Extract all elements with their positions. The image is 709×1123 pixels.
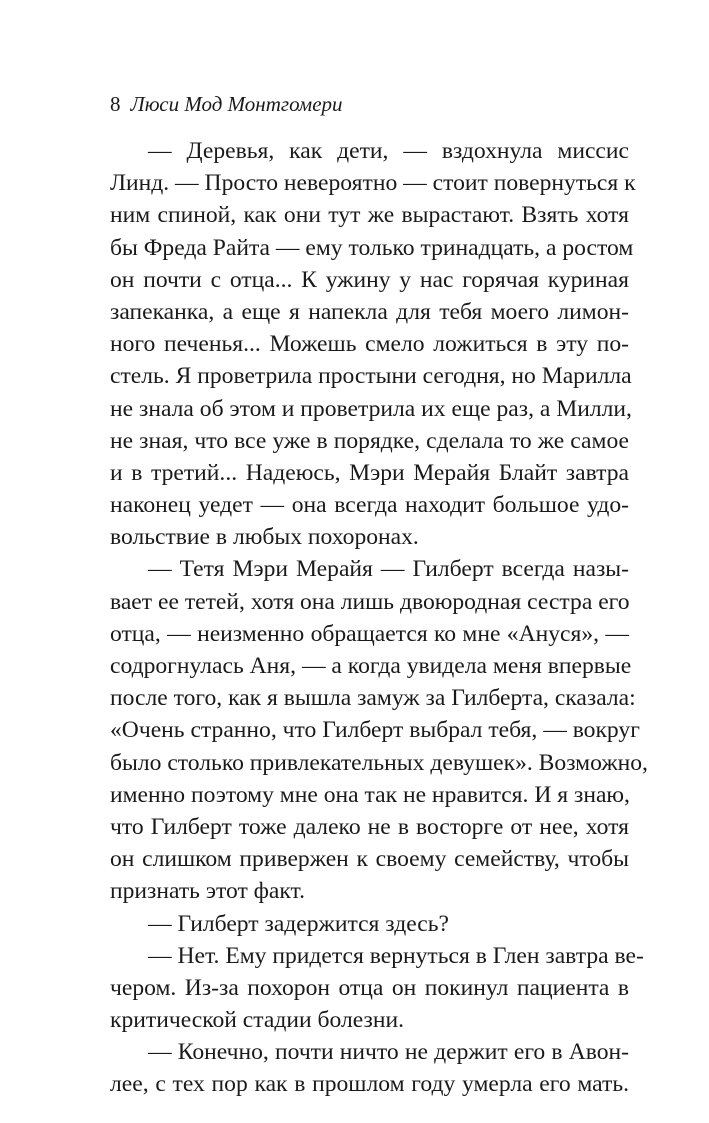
text-line: — Тетя Мэри Мерайя — Гилберт всегда назы- [148,556,629,583]
text-line: — Нет. Ему придется вернуться в Глен завтра ве- [148,942,644,969]
paragraph [110,1036,629,1100]
text-line: и в третий... Надеюсь, Мэри Мерайя Блайт завтра [110,459,629,486]
text-line: вает ее тетей, хотя она лишь двоюродная сестра его [110,588,630,615]
text-line: содрогнулась Аня, — а когда увидела меня впервые [110,653,632,679]
paragraph [110,135,636,553]
text-line: было столько привлекательных девушек». Возможно, [110,749,648,776]
text-line: чером. Из-за похорон отца он покинул пациента в [110,974,629,1001]
text-line: вольствие в любых похоронах. [110,524,419,551]
text-line: не знала об этом и проветрила их еще раз, а Милли, [110,395,632,422]
text-line: он слишком привержен к своему семейству, чтобы [110,846,629,873]
text-line: не зная, что все уже в порядке, сделала то же самое [110,427,629,454]
text-line: «Очень странно, что Гилберт выбрал тебя, — вокруг [110,717,640,744]
text-line: именно поэтому мне она так не нравится. И я знаю, [110,781,630,808]
text-line: бы Фреда Райта — ему только тринадцать, а ростом [110,234,634,261]
text-line: ного печенья... Можешь смело ложиться в эту по- [110,331,629,358]
paragraph [110,940,644,1037]
text-line: ним спиной, как они тут же вырастают. Взять хотя [110,202,629,229]
running-header-author: Люси Мод Монтгомери [130,92,343,116]
text-line: отца, — неизменно обращается ко мне «Ануся», — [110,620,629,647]
text-line: стель. Я проветрила простыни сегодня, но Марилла [110,363,632,390]
running-header [110,90,630,118]
text-line: — Деревья, как дети, — вздохнула миссис [148,138,629,164]
text-line: Линд. — Просто невероятно — стоит повернуться к [110,170,636,197]
text-line: запеканка, а еще я напекла для тебя моего лимон- [110,298,629,325]
paragraph [110,553,648,907]
text-line: после того, как я вышла замуж за Гилберта, сказала: [110,685,636,712]
text-line: он почти с отца... К ужину у нас горячая куриная [110,266,629,293]
text-line: — Конечно, почти ничто не держит его в Авон- [148,1039,629,1066]
page-number: 8 [110,92,121,116]
text-line: признать этот факт. [110,878,305,905]
text-line: что Гилберт тоже далеко не в восторге от нее, хотя [110,813,629,840]
text-line: лее, с тех пор как в прошлом году умерла его мать. [110,1071,629,1098]
paragraph [110,908,629,940]
text-line: наконец уедет — она всегда находит большое удо- [110,492,629,519]
body-text [110,135,648,1101]
text-line: — Гилберт задержится здесь? [148,910,449,937]
text-line: критической стадии болезни. [110,1007,405,1034]
